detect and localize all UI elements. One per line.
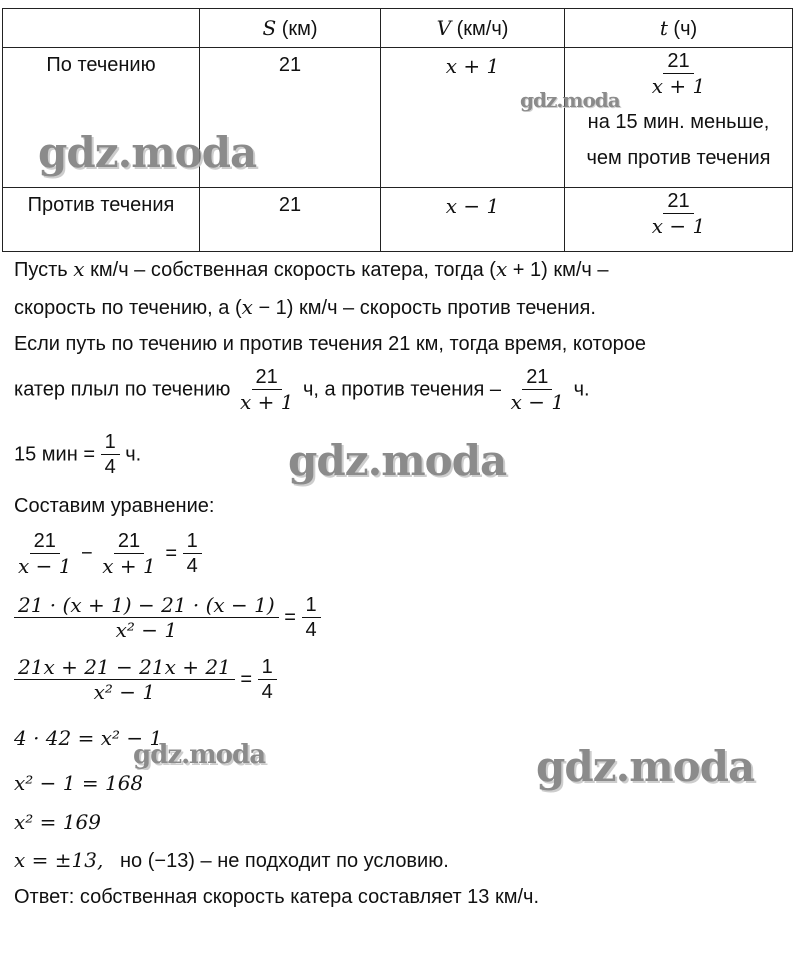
cell-time-upstream — [565, 188, 793, 252]
text-line-4: катер плыл по течению $\frac{21}{x + 1}$ ч, а против течения – $\frac{21}{x - 1}$ ч. — [14, 366, 590, 414]
equation-5: x² − 1 = 168 — [14, 771, 144, 795]
equation-3: $\frac{21x + 21 - 21x + 21}{\text{x² − 1}}$ = $\frac{1}{4}$ — [14, 656, 277, 704]
watermark: gdz.moda — [288, 436, 507, 485]
fraction-downstream-time: $\frac{21}{x + 1}$ — [239, 366, 294, 414]
cell-speed-downstream: x + 1 — [381, 48, 565, 188]
cell-distance-downstream: 21 — [200, 48, 381, 188]
watermark: gdz.moda — [38, 128, 257, 177]
text-line-6: Составим уравнение: — [14, 495, 215, 517]
row-label-upstream: Против течения — [3, 188, 200, 252]
table-header-row — [3, 9, 793, 48]
text-line-2: скорость по течению, а (x − 1) км/ч – скорость против течения. — [14, 295, 596, 319]
cell-time-downstream — [565, 48, 793, 188]
header-speed: V (км/ч) — [381, 9, 565, 48]
header-time: t (ч) — [565, 9, 793, 48]
watermark: gdz.moda — [520, 88, 620, 112]
fraction-quarter-hour: $\frac{1}{4}$ — [101, 431, 120, 479]
text-line-1: Пусть x км/ч – собственная скорость катера, тогда (x + 1) км/ч – — [14, 257, 609, 281]
equation-1: $\frac{21}{x - 1}$ − $\frac{21}{x + 1}$ = $\frac{1}{4}$ — [14, 530, 202, 578]
time-fraction-downstream: $\frac{21}{x + 1}$ — [651, 50, 706, 98]
table-row-upstream — [3, 188, 793, 252]
watermark: gdz.moda — [133, 740, 266, 770]
equation-7: x = ±13, но (−13) – не подходит по условию. — [14, 848, 449, 872]
equation-2: $\frac{21 \cdot (x + 1) - 21 \cdot (x - 1)}{\text{x² − 1}}$ = $\frac{1}{4}$ — [14, 594, 321, 642]
equation-6: x² = 169 — [14, 810, 101, 834]
answer-line: Ответ: собственная скорость катера составляет 13 км/ч. — [14, 886, 540, 908]
row-label-downstream: По течению — [3, 48, 200, 188]
text-line-3: Если путь по течению и против течения 21 км, тогда время, которое — [14, 333, 646, 355]
header-distance: S (км) — [200, 9, 381, 48]
cell-distance-upstream: 21 — [200, 188, 381, 252]
time-note: на 15 мин. меньше, чем против течения — [586, 111, 771, 169]
fraction-upstream-time: $\frac{21}{x - 1}$ — [510, 366, 565, 414]
time-fraction-upstream: $\frac{21}{x - 1}$ — [651, 190, 706, 238]
cell-speed-upstream: x − 1 — [381, 188, 565, 252]
watermark: gdz.moda — [536, 742, 755, 791]
text-line-5: 15 мин = $\frac{1}{4}$ ч. — [14, 431, 142, 478]
header-empty-cell — [3, 9, 200, 48]
equation-4: 4 · 42 = x² − 1 — [14, 726, 163, 750]
